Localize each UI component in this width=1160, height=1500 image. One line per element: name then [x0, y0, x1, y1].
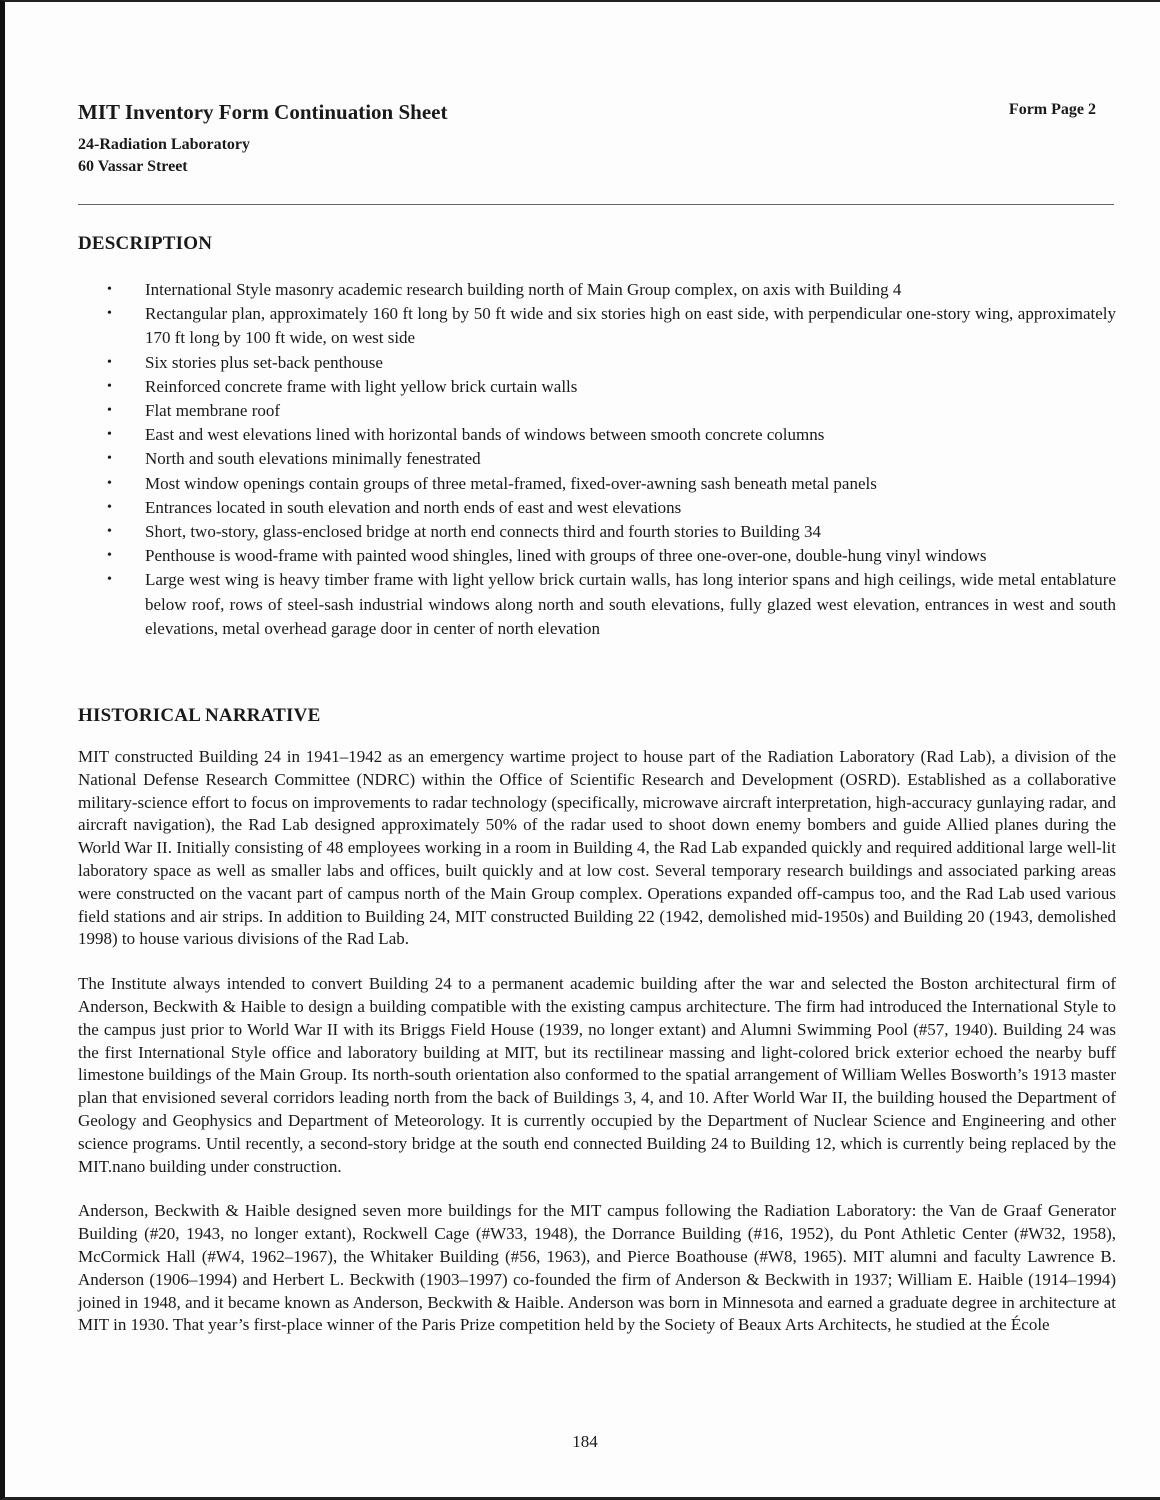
description-item [105, 472, 1116, 496]
page-number: 184 [572, 1432, 598, 1451]
description-item-text: Short, two-story, glass-enclosed bridge at north end connects third and fourth stories to Building 34 [145, 522, 821, 542]
description-list [105, 278, 1116, 641]
narrative-paragraph: Anderson, Beckwith & Haible designed seven more buildings for the MIT campus following the Radiation Laboratory: the Van de Graaf Generator Building (#20, 1943, no longer extant), Rockwell Cage (#W33, 1948), the Dorrance Building (#16, 1952), du Pont Athletic Center (#W32, 1958), McCormick Hall (#W4, 1962–1967), the Whitaker Building (#56, 1963), and Pierce Boathouse (#W8, 1965). MIT alumni and faculty Lawrence B. Anderson (1906–1994) and Herbert L. Beckwith (1903–1997) co-founded the firm of Anderson & Beckwith in 1937; William E. Haible (1914–1994) joined in 1948, and it became known as Anderson, Beckwith & Haible. Anderson was born in Minnesota and earned a graduate degree in architecture at MIT in 1930. That year’s first-place winner of the Paris Prize competition held by the Society of Beaux Arts Architects, he studied at the École [78, 1201, 1116, 1335]
description-item-text: Most window openings contain groups of three metal-framed, fixed-over-awning sash beneath metal panels [145, 473, 877, 493]
form-title: MIT Inventory Form Continuation Sheet [78, 100, 448, 124]
description-item [105, 568, 1116, 641]
narrative-paragraph: The Institute always intended to convert Building 24 to a permanent academic building after the war and selected the Boston architectural firm of Anderson, Beckwith & Haible to design a building compatible with the existing campus architecture. The firm had introduced the International Style to the campus just prior to World War II with its Briggs Field House (1939, no longer extant) and Alumni Swimming Pool (#57, 1940). Building 24 was the first International Style office and laboratory building at MIT, but its rectilinear massing and light-colored brick exterior echoed the nearby buff limestone buildings of the Main Group. Its north-south orientation also conformed to the spatial arrangement of William Welles Bosworth’s 1913 master plan that envisioned several corridors leading north from the back of Buildings 3, 4, and 10. After World War II, the building housed the Department of Geology and Geophysics and Department of Meteorology. It is currently occupied by the Department of Nuclear Science and Engineering and other science programs. Until recently, a second-story bridge at the south end connected Building 24 to Building 12, which is currently being replaced by the MIT.nano building under construction. [78, 974, 1116, 1176]
description-item-text: Reinforced concrete frame with light yellow brick curtain walls [145, 376, 578, 396]
description-item-text: Penthouse is wood-frame with painted wood shingles, lined with groups of three one-over-one, double-hung vinyl windows [145, 546, 987, 566]
bullet-icon: • [107, 427, 112, 443]
description-item [105, 447, 1116, 471]
description-item [105, 302, 1116, 350]
description-item-text: Rectangular plan, approximately 160 ft long by 50 ft wide and six stories high on east side, with perpendicular one-story wing, approximately 170 ft long by 100 ft wide, on west side [145, 304, 1116, 348]
historical-narrative-body [78, 746, 1116, 1359]
description-item [105, 423, 1116, 447]
description-item-text: Large west wing is heavy timber frame with light yellow brick curtain walls, has long interior spans and high ceilings, wide metal entablature below roof, rows of steel-sash industrial windows along north and south elevations, fully glazed west elevation, entrances in west and south elevations, metal overhead garage door in center of north elevation [145, 570, 1116, 638]
description-item-text: North and south elevations minimally fenestrated [145, 449, 481, 469]
bullet-icon: • [107, 378, 112, 394]
bullet-icon: • [107, 475, 112, 491]
bullet-icon: • [107, 499, 112, 515]
description-item [105, 399, 1116, 423]
description-item [105, 520, 1116, 544]
description-heading: DESCRIPTION [78, 233, 213, 254]
bullet-icon: • [107, 354, 112, 370]
header-divider [78, 204, 1114, 205]
description-item [105, 544, 1116, 568]
bullet-icon: • [107, 524, 112, 540]
narrative-paragraph: MIT constructed Building 24 in 1941–1942 as an emergency wartime project to house part of the Radiation Laboratory (Rad Lab), a division of the National Defense Research Committee (NDRC) within the Office of Scientific Research and Development (OSRD). Established as a collaborative military-science effort to focus on improvements to radar technology (specifically, microwave aircraft interpretation, high-accuracy gunlaying radar, and aircraft navigation), the Rad Lab designed approximately 50% of the radar used to shoot down enemy bombers and guide Allied planes during the World War II. Initially consisting of 48 employees working in a room in Building 4, the Rad Lab expanded quickly and required additional large well-lit laboratory space as well as smaller labs and offices, built quickly and at low cost. Several temporary research buildings and associated parking areas were constructed on the vacant part of campus north of the Main Group complex. Operations expanded off-campus too, and the Rad Lab used various field stations and air strips. In addition to Building 24, MIT constructed Building 22 (1942, demolished mid-1950s) and Building 20 (1943, demolished 1998) to house various divisions of the Rad Lab. [78, 747, 1116, 949]
building-name: 24-Radiation Laboratory [78, 136, 250, 153]
description-item-text: International Style masonry academic research building north of Main Group complex, on axis with Building 4 [145, 280, 902, 299]
historical-narrative-heading: HISTORICAL NARRATIVE [78, 705, 321, 726]
building-address: 60 Vassar Street [78, 158, 188, 175]
description-item [105, 375, 1116, 399]
description-item-text: Flat membrane roof [145, 401, 281, 421]
description-item-text: Entrances located in south elevation and north ends of east and west elevations [145, 497, 682, 517]
description-item [105, 351, 1116, 375]
page-header [78, 98, 1096, 178]
bullet-icon: • [107, 282, 112, 297]
bullet-icon: • [107, 451, 112, 467]
description-item-text: Six stories plus set-back penthouse [145, 352, 383, 372]
bullet-icon: • [107, 403, 112, 419]
description-item [105, 278, 1116, 302]
bullet-icon: • [107, 306, 112, 322]
form-page-label: Form Page 2 [1008, 101, 1096, 118]
bullet-icon: • [107, 572, 112, 588]
description-item [105, 496, 1116, 520]
description-item-text: East and west elevations lined with horizontal bands of windows between smooth concrete columns [145, 425, 825, 445]
bullet-icon: • [107, 548, 112, 564]
